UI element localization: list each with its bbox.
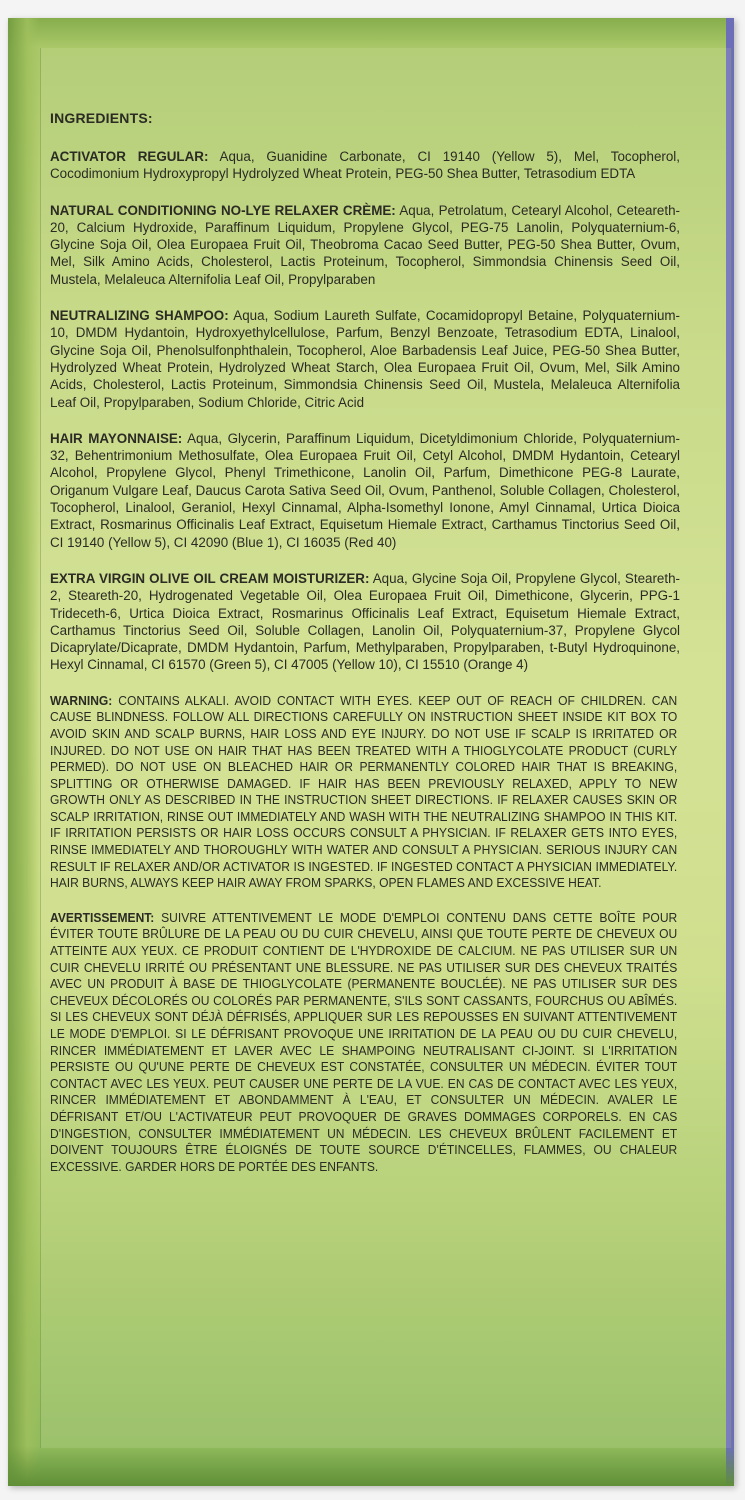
section-label: NEUTRALIZING SHAMPOO:: [50, 308, 229, 324]
section-text: Aqua, Glycerin, Paraffinum Liquidum, Dicetyldimonium Chloride, Polyquaternium-32, Behentrimonium Methosulfate, Olea Europaea Fruit Oil, Cetyl Alcohol, DMDM Hydantoin, Cetearyl Alcohol, Propylene Glycol, Phenyl Trimethicone, Lanolin Oil, Parfum, Dimethicone PEG-8 Laurate, Origanum Vulgare Leaf, Daucus Carota Sativa Seed Oil, Ovum, Panthenol, Soluble Collagen, Cholesterol, Tocopherol, Linalool, Geraniol, Hexyl Cinnamal, Alpha-Isomethyl Ionone, Amyl Cinnamal, Urtica Dioica Extract, Rosmarinus Officinalis Leaf Extract, Equisetum Hiemale Extract, Carthamus Tinctorius Seed Oil, CI 19140 (Yellow 5), CI 42090 (Blue 1), CI 16035 (Red 40): [50, 430, 680, 550]
box-top-edge: [8, 18, 734, 48]
avertissement-block: [50, 910, 677, 1176]
section-shampoo: [50, 307, 680, 411]
section-text: Aqua, Sodium Laureth Sulfate, Cocamidopropyl Betaine, Polyquaternium-10, DMDM Hydantoin, Hydroxyethylcellulose, Parfum, Benzyl Benzoate, Tetrasodium EDTA, Linalool, Glycine Soja Oil, Phenolsulfonphthalein, Tocopherol, Aloe Barbadensis Leaf Juice, PEG-50 Shea Butter, Hydrolyzed Wheat Protein, Hydrolyzed Wheat Starch, Olea Europaea Fruit Oil, Ovum, Mel, Silk Amino Acids, Cholesterol, Lactis Proteinum, Simmondsia Chinensis Seed Oil, Mustela, Melaleuca Alternifolia Leaf Oil, Propylparaben, Sodium Chloride, Citric Acid: [50, 308, 681, 410]
warning-block: [50, 693, 677, 892]
section-relaxer: [50, 202, 680, 288]
box-left-edge: [8, 18, 40, 1486]
section-text: Aqua, Glycine Soja Oil, Propylene Glycol, Steareth-2, Steareth-20, Hydrogenated Vegetable Oil, Olea Europaea Fruit Oil, Dimethicone, Glycerin, PPG-1 Trideceth-6, Urtica Dioica Extract, Rosmarinus Officinalis Leaf Extract, Equisetum Hiemale Extract, Carthamus Tinctorius Seed Oil, Soluble Collagen, Lanolin Oil, Polyquaternium-37, Propylene Glycol Dicaprylate/Dicaprate, DMDM Hydantoin, Parfum, Methylparaben, Propylparaben, t-Butyl Hydroquinone, Hexyl Cinnamal, CI 61570 (Green 5), CI 47005 (Yellow 10), CI 15510 (Orange 4): [50, 570, 680, 673]
section-text: Aqua, Guanidine Carbonate, CI 19140 (Yellow 5), Mel, Tocopherol, Cocodimonium Hydroxypropyl Hydrolyzed Wheat Protein, PEG-50 Shea Butter, Tetrasodium EDTA: [50, 149, 680, 182]
ingredients-label: [50, 110, 680, 1193]
avertissement-text: SUIVRE ATTENTIVEMENT LE MODE D'EMPLOI CONTENU DANS CETTE BOÎTE POUR ÉVITER TOUTE BRÛLURE DE LA PEAU OU DU CUIR CHEVELU, AINSI QUE TOUTE PERTE DE CHEVEUX OU ATTEINTE AUX YEUX. CE PRODUIT CONTIENT DE L'HYDROXIDE DE CALCIUM. NE PAS UTILISER SUR UN CUIR CHEVELU IRRITÉ OU PRÉSENTANT UNE BLESSURE. NE PAS UTILISER SUR DES CHEVEUX TRAITÉS AVEC UN PRODUIT À BASE DE THIOGLYCOLATE (PERMANENTE BOUCLÉE). NE PAS UTILISER SUR DES CHEVEUX DÉCOLORÉS OU COLORÉS PAR PERMANENTE, S'ILS SONT CASSANTS, FOURCHUS OU ABÎMÉS. SI LES CHEVEUX SONT DÉJÀ DÉFRISÉS, APPLIQUER SUR LES REPOUSSES EN SUIVANT ATTENTIVEMENT LE MODE D'EMPLOI. SI LE DÉFRISANT PROVOQUE UNE IRRITATION DE LA PEAU OU DU CUIR CHEVELU, RINCER IMMÉDIATEMENT ET LAVER AVEC LE SHAMPOING NEUTRALISANT CI-JOINT. SI L'IRRITATION PERSISTE OU QU'UNE PERTE DE CHEVEUX EST CONSTATÉE, CONSULTER UN MÉDECIN. ÉVITER TOUT CONTACT AVEC LES YEUX. PEUT CAUSER UNE PERTE DE LA VUE. EN CAS DE CONTACT AVEC LES YEUX, RINCER IMMÉDIATEMENT ET ABONDAMMENT À L'EAU, ET CONSULTER UN MÉDECIN. AVALER LE DÉFRISANT ET/OU L'ACTIVATEUR PEUT PROVOQUER DE GRAVES DOMMAGES CORPORELS. EN CAS D'INGESTION, CONSULTER IMMÉDIATEMENT UN MÉDECIN. LES CHEVEUX BRÛLENT FACILEMENT ET DOIVENT TOUJOURS ÊTRE ÉLOIGNÉS DE TOUTE SOURCE D'ÉTINCELLES, FLAMMES, OU CHALEUR EXCESSIVE. GARDER HORS DE PORTÉE DES ENFANTS.: [50, 910, 678, 1174]
section-mayonnaise: [50, 430, 680, 551]
section-text: Aqua, Petrolatum, Cetearyl Alcohol, Ceteareth-20, Calcium Hydroxide, Paraffinum Liquidum, Propylene Glycol, PEG-75 Lanolin, Polyquaternium-6, Glycine Soja Oil, Olea Europaea Fruit Oil, Theobroma Cacao Seed Butter, PEG-50 Shea Butter, Ovum, Mel, Silk Amino Acids, Cholesterol, Lactis Proteinum, Tocopherol, Simmondsia Chinensis Seed Oil, Mustela, Melaleuca Alternifolia Leaf Oil, Propylparaben: [50, 202, 680, 287]
warning-label: WARNING:: [50, 693, 113, 708]
section-label: NATURAL CONDITIONING NO-LYE RELAXER CRÈME:: [50, 202, 396, 218]
box-bottom-edge: [8, 1446, 734, 1486]
section-label: EXTRA VIRGIN OLIVE OIL CREAM MOISTURIZER:: [50, 570, 370, 586]
section-label: ACTIVATOR REGULAR:: [50, 149, 209, 164]
avertissement-label: AVERTISSEMENT:: [50, 910, 155, 925]
section-activator: [50, 148, 680, 183]
section-moisturizer: [50, 570, 680, 674]
warning-text: CONTAINS ALKALI. AVOID CONTACT WITH EYES. KEEP OUT OF REACH OF CHILDREN. CAN CAUSE BLINDNESS. FOLLOW ALL DIRECTIONS CAREFULLY ON INSTRUCTION SHEET INSIDE KIT BOX TO AVOID SKIN AND SCALP BURNS, HAIR LOSS AND EYE INJURY. DO NOT USE IF SCALP IS IRRITATED OR INJURED. DO NOT USE ON HAIR THAT HAS BEEN TREATED WITH A THIOGLYCOLATE PRODUCT (CURLY PERMED). DO NOT USE ON BLEACHED HAIR OR PERMANENTLY COLORED HAIR THAT IS BREAKING, SPLITTING OR OTHERWISE DAMAGED. IF HAIR HAS BEEN PREVIOUSLY RELAXED, APPLY TO NEW GROWTH ONLY AS DESCRIBED IN THE INSTRUCTION SHEET DIRECTIONS. IF RELAXER CAUSES SKIN OR SCALP IRRITATION, RINSE OUT IMMEDIATELY AND WASH WITH THE NEUTRALIZING SHAMPOO IN THIS KIT. IF IRRITATION PERSISTS OR HAIR LOSS OCCURS CONSULT A PHYSICIAN. IF RELAXER GETS INTO EYES, RINSE IMMEDIATELY AND THOROUGHLY WITH WATER AND CONSULT A PHYSICIAN. SERIOUS INJURY CAN RESULT IF RELAXER AND/OR ACTIVATOR IS INGESTED. IF INGESTED CONTACT A PHYSICIAN IMMEDIATELY. HAIR BURNS, ALWAYS KEEP HAIR AWAY FROM SPARKS, OPEN FLAMES AND EXCESSIVE HEAT.: [50, 693, 678, 891]
ingredients-heading: INGREDIENTS:: [50, 110, 153, 126]
section-label: HAIR MAYONNAISE:: [50, 430, 183, 446]
